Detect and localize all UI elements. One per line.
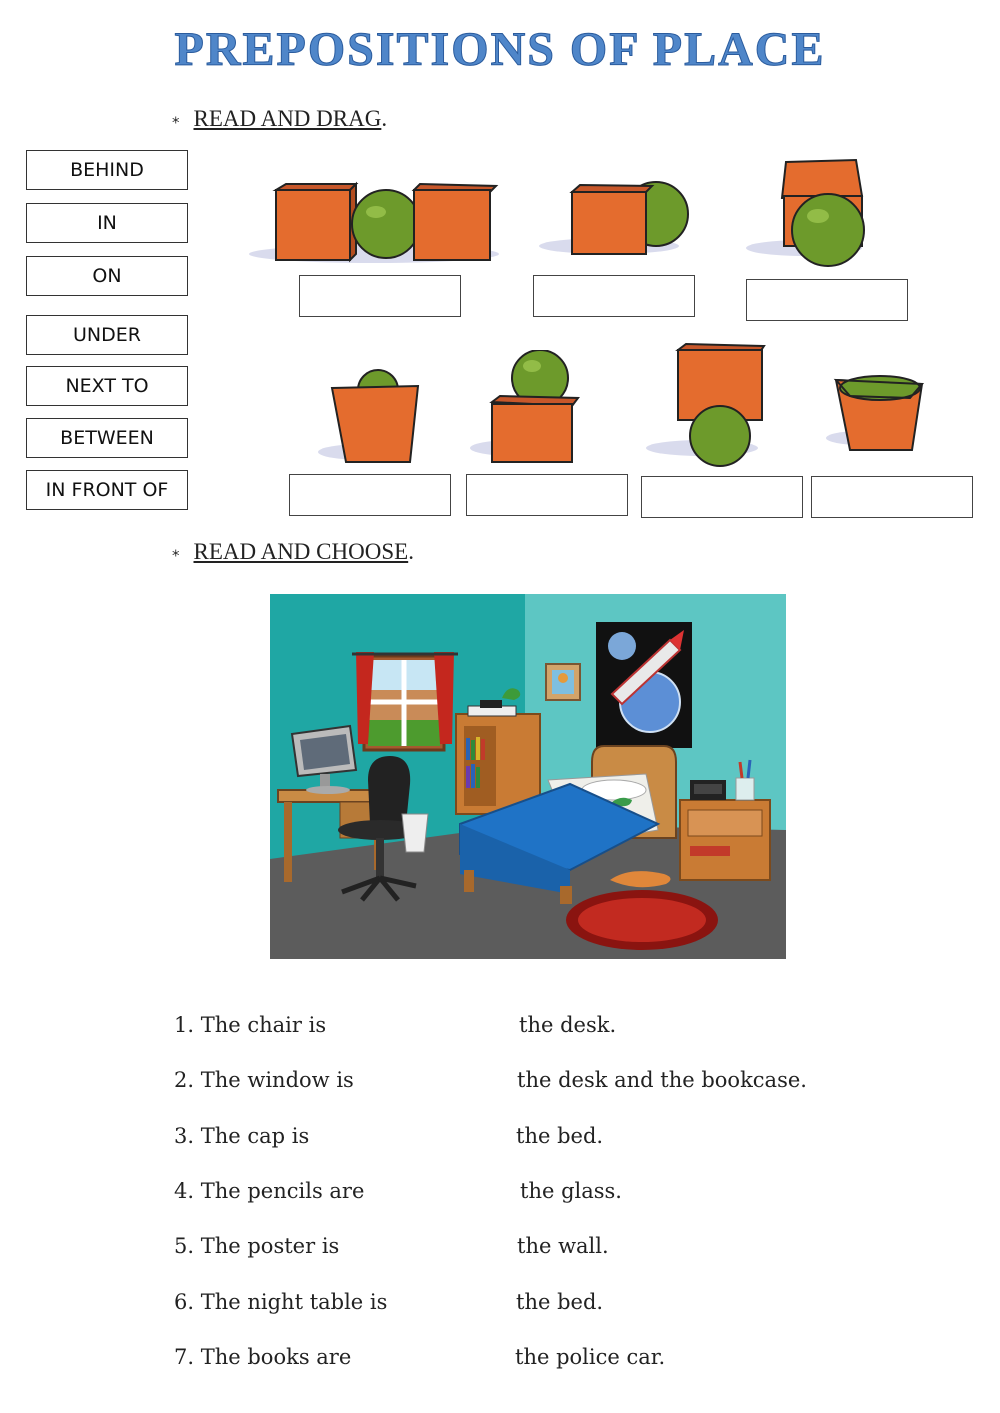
in-illustration <box>314 366 432 466</box>
sentence-7-choice[interactable] <box>342 1342 510 1376</box>
instruction-drag <box>172 106 387 132</box>
sentence-4-choice[interactable] <box>342 1176 510 1210</box>
instruction-drag-text: READ AND DRAG <box>193 106 382 131</box>
sentence-6-choice[interactable] <box>342 1287 510 1321</box>
sentence-7-end: the police car. <box>515 1345 666 1369</box>
under-illustration <box>642 342 782 468</box>
sentence-6-text: The night table is <box>200 1290 388 1314</box>
drop-box-4[interactable] <box>289 474 451 516</box>
sentence-1-start <box>174 1013 326 1037</box>
in-box-illustration <box>822 366 932 456</box>
instruction-drag-period: . <box>381 106 388 131</box>
word-chip-under[interactable]: UNDER <box>26 315 188 355</box>
sentence-6-end: the bed. <box>516 1290 604 1314</box>
sentence-6-number: 6. <box>174 1290 195 1314</box>
sentence-4-text: The pencils are <box>200 1179 365 1203</box>
sentence-3-start <box>174 1124 309 1148</box>
word-chip-on[interactable]: ON <box>26 256 188 296</box>
sentence-5-text: The poster is <box>200 1234 340 1258</box>
instruction-choose-text: READ AND CHOOSE <box>193 539 409 564</box>
sentence-2-choice[interactable] <box>342 1065 510 1099</box>
behind-illustration <box>534 180 694 260</box>
word-chip-in-front-of[interactable]: IN FRONT OF <box>26 470 188 510</box>
bedroom-illustration <box>270 594 786 959</box>
sentence-3-end: the bed. <box>516 1124 604 1148</box>
drop-box-5[interactable] <box>466 474 628 516</box>
instruction-choose-period: . <box>408 539 414 564</box>
sentence-2-text: The window is <box>200 1068 354 1092</box>
sentence-4-start <box>174 1179 364 1203</box>
sentence-1-text: The chair is <box>200 1013 327 1037</box>
sentence-5-choice[interactable] <box>342 1231 510 1265</box>
word-chip-behind[interactable]: BEHIND <box>26 150 188 190</box>
sentence-3-number: 3. <box>174 1124 195 1148</box>
sentence-2-start <box>174 1068 354 1092</box>
on-illustration <box>466 350 584 466</box>
sentence-1-choice[interactable] <box>342 1010 510 1044</box>
in-front-of-illustration <box>744 158 884 268</box>
sentence-5-start <box>174 1234 339 1258</box>
sentence-4-number: 4. <box>174 1179 195 1203</box>
instruction-choose <box>172 539 414 565</box>
word-chip-next-to[interactable]: NEXT TO <box>26 366 188 406</box>
sentence-7-start <box>174 1345 351 1369</box>
sentence-2-number: 2. <box>174 1068 195 1092</box>
bullet-icon: ⁎ <box>172 111 180 127</box>
drop-box-2[interactable] <box>533 275 695 317</box>
sentence-2-end: the desk and the bookcase. <box>517 1068 807 1092</box>
sentence-3-text: The cap is <box>200 1124 310 1148</box>
drop-box-1[interactable] <box>299 275 461 317</box>
sentence-5-end: the wall. <box>517 1234 609 1258</box>
bullet-icon: ⁎ <box>172 544 180 560</box>
sentence-3-choice[interactable] <box>342 1121 510 1155</box>
sentence-7-number: 7. <box>174 1345 195 1369</box>
sentence-1-end: the desk. <box>519 1013 617 1037</box>
drop-box-3[interactable] <box>746 279 908 321</box>
word-chip-in[interactable]: IN <box>26 203 188 243</box>
page-title: PREPOSITIONS OF PLACE <box>174 23 826 76</box>
drop-box-7[interactable] <box>811 476 973 518</box>
sentence-1-number: 1. <box>174 1013 195 1037</box>
sentence-4-end: the glass. <box>520 1179 622 1203</box>
sentence-7-text: The books are <box>200 1345 352 1369</box>
drop-box-6[interactable] <box>641 476 803 518</box>
sentence-5-number: 5. <box>174 1234 195 1258</box>
word-chip-between[interactable]: BETWEEN <box>26 418 188 458</box>
between-illustration <box>246 176 502 268</box>
